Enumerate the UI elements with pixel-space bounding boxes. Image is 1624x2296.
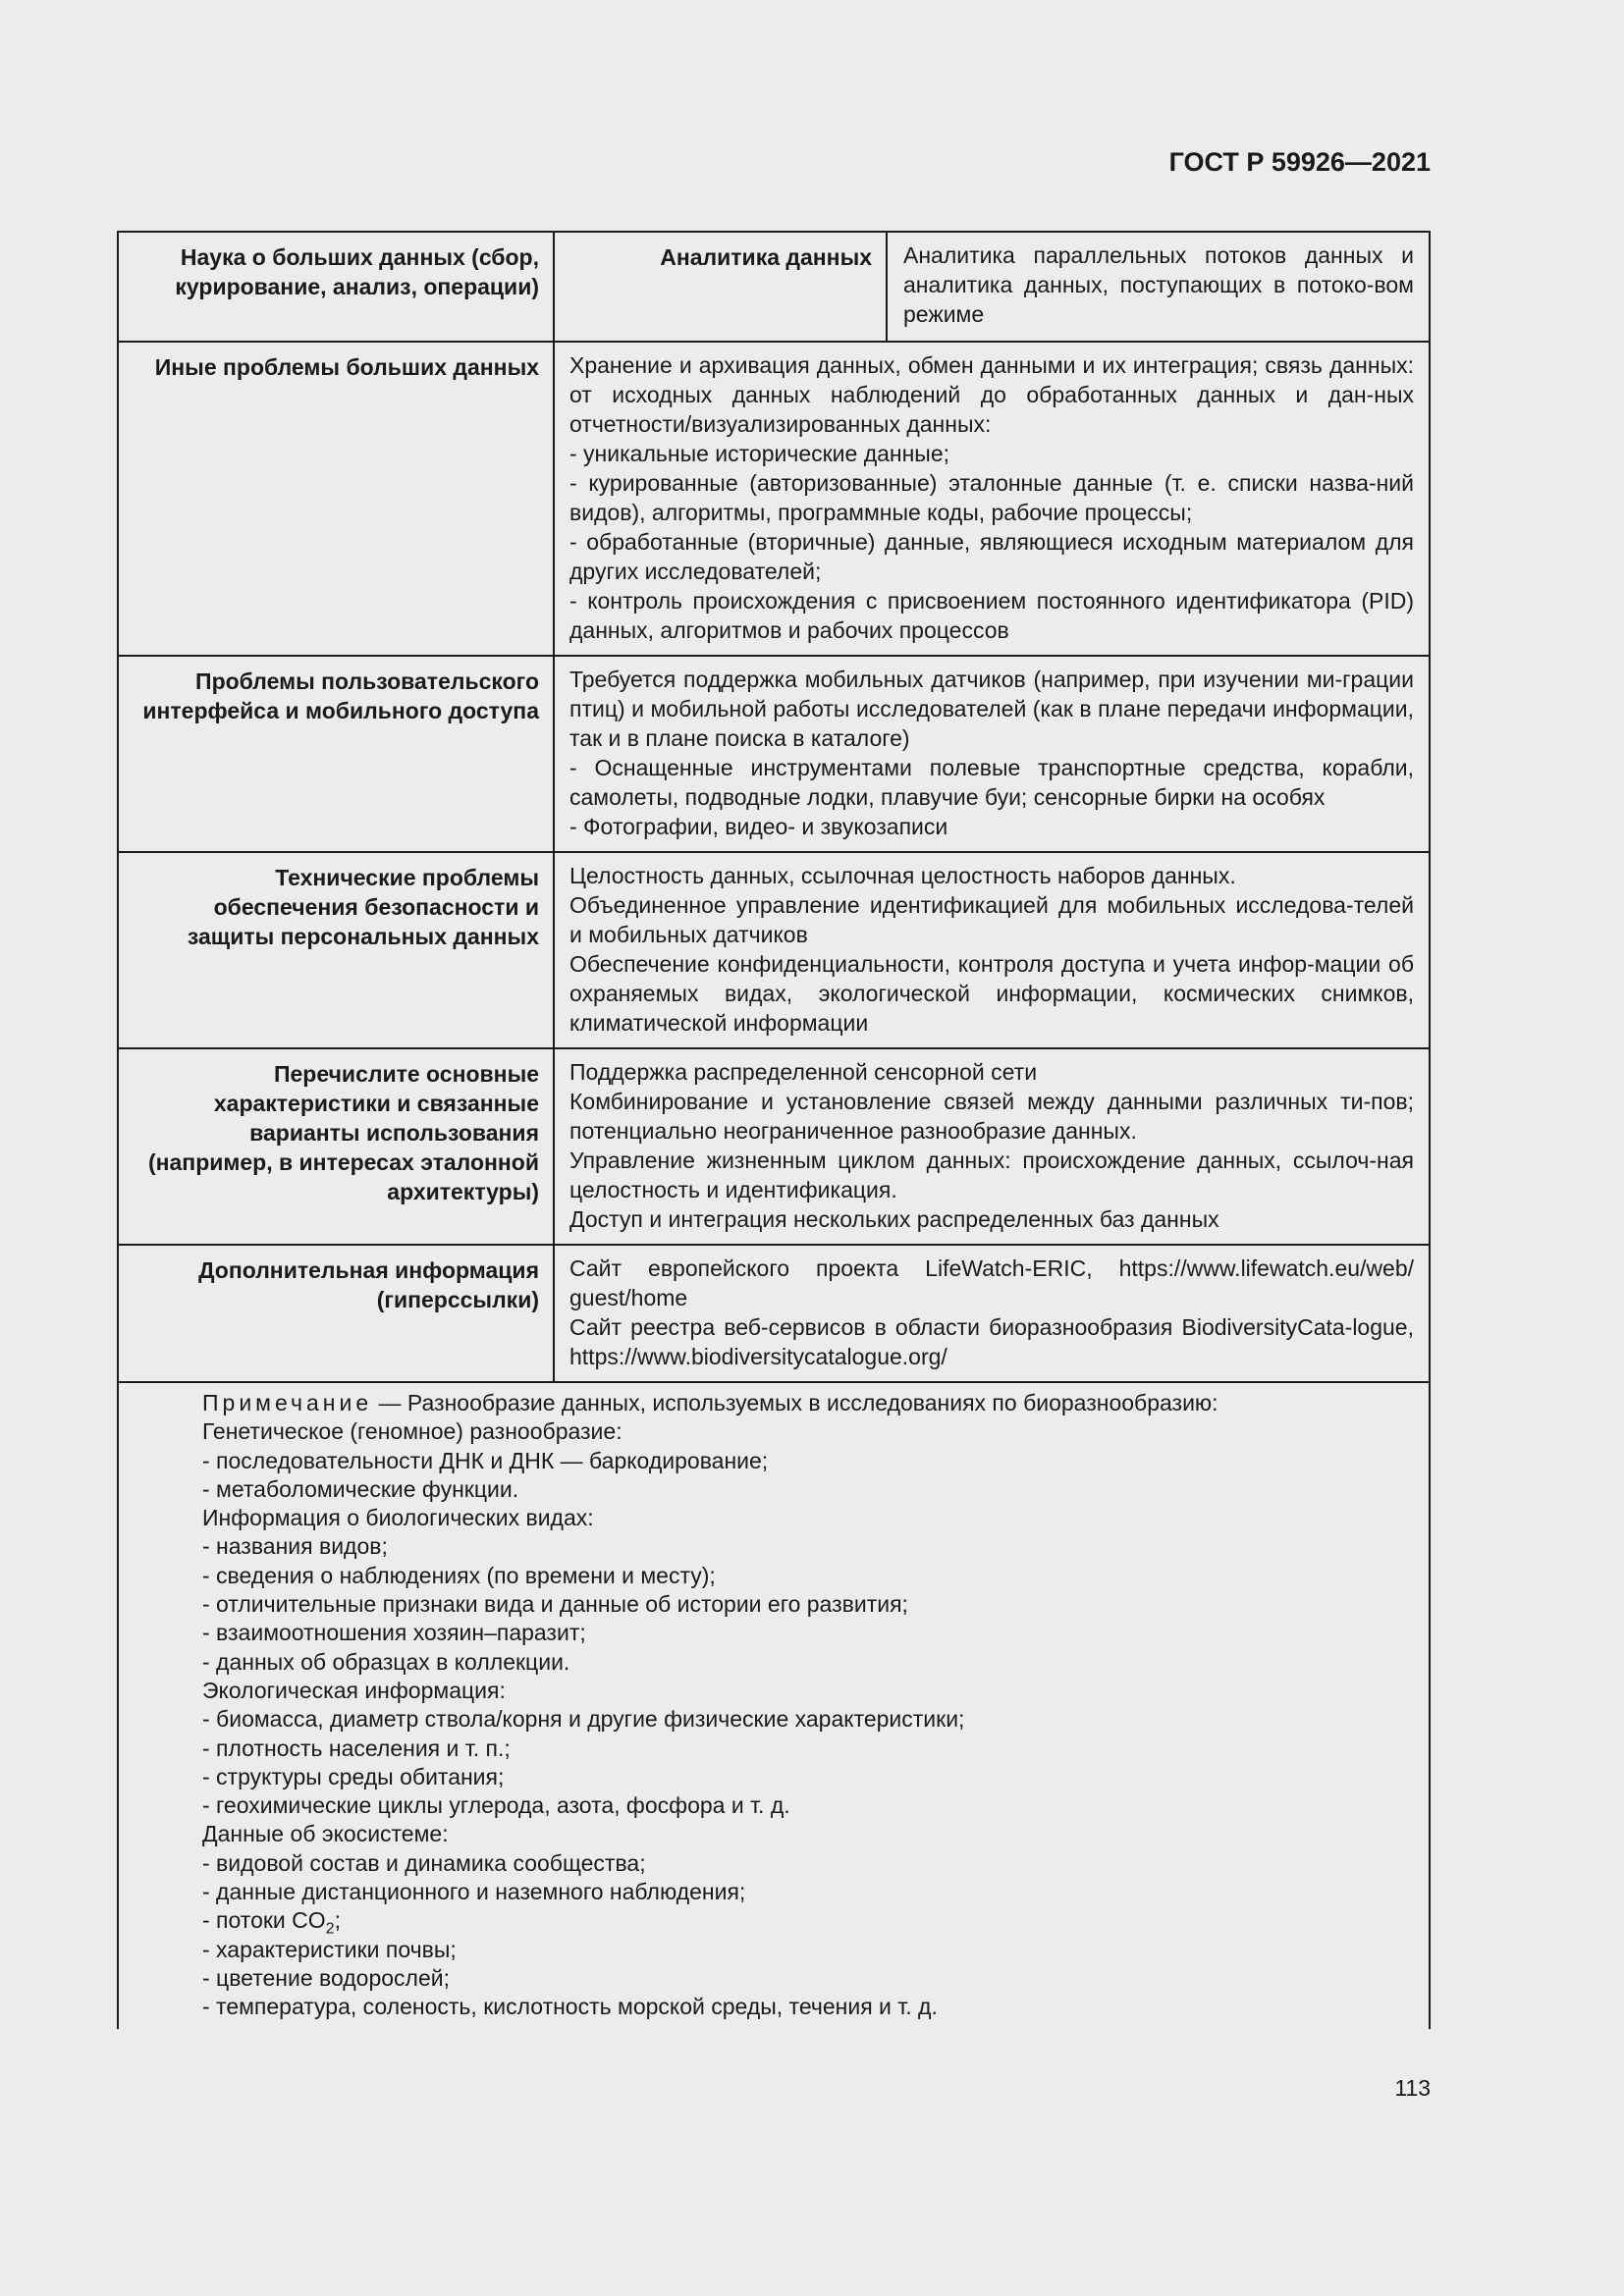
note-intro: — Разнообразие данных, используемых в исследованиях по биоразнообразию:: [372, 1390, 1218, 1415]
row-content: [555, 853, 1429, 1047]
content-line: Поддержка распределенной сенсорной сети: [569, 1059, 1038, 1085]
row-content: [555, 1246, 1429, 1381]
table-note: [119, 1381, 1429, 2029]
content-line: - Оснащенные инструментами полевые транспортные средства, корабли, самолеты, подводные лодки, плавучие буи; сенсорные бирки на особях: [569, 755, 1414, 810]
row-content: [555, 343, 1429, 655]
note-line: - отличительные признаки вида и данные об истории его развития;: [202, 1591, 908, 1618]
note-line: - сведения о наблюдениях (по времени и месту);: [202, 1562, 716, 1588]
content-line: Доступ и интеграция нескольких распределенных баз данных: [569, 1206, 1219, 1232]
content-line: Требуется поддержка мобильных датчиков (например, при изучении ми-грации птиц) и мобильной работы исследователей (как в плане передачи информации, так и в плане поиска в каталоге): [569, 667, 1414, 751]
co2-prefix: - потоки CO: [202, 1907, 326, 1934]
table-row: [119, 233, 1429, 343]
note-line: - названия видов;: [202, 1533, 388, 1560]
content-line: Сайт европейского проекта LifeWatch-ERIC, https://www.lifewatch.eu/web/ guest/home: [569, 1255, 1414, 1310]
note-line: Генетическое (геномное) разнообразие:: [202, 1418, 623, 1445]
note-line: Экологическая информация:: [202, 1677, 506, 1703]
note-line: - характеристики почвы;: [202, 1936, 457, 1962]
document-code: ГОСТ Р 59926—2021: [1168, 147, 1431, 177]
content-line: Обеспечение конфиденциальности, контроля доступа и учета инфор-мации об охраняемых видах, экологической информации, космических снимков, климатической информации: [569, 951, 1414, 1036]
note-line: - геохимические циклы углерода, азота, фосфора и т. д.: [202, 1792, 790, 1819]
row-content: Аналитика параллельных потоков данных и аналитика данных, поступающих в потоко-вом режиме: [903, 242, 1414, 327]
content-line: - Фотографии, видео- и звукозаписи: [569, 814, 948, 839]
note-line: Данные об экосистеме:: [202, 1821, 449, 1847]
content-line: - уникальные исторические данные;: [569, 441, 950, 466]
note-line: - данные дистанционного и наземного наблюдения;: [202, 1879, 746, 1905]
content-line: - курированные (авторизованные) эталонные данные (т. е. списки назва-ний видов), алгоритмы, программные коды, рабочие процессы;: [569, 470, 1414, 525]
row-heading: Перечислите основные характеристики и связанные варианты использования (например, в интересах эталонной архитектуры): [119, 1049, 555, 1244]
content-line: Целостность данных, ссылочная целостность наборов данных.: [569, 863, 1236, 888]
row-heading: Дополнительная информация (гиперссылки): [119, 1246, 555, 1381]
note-line: - метаболомические функции.: [202, 1475, 519, 1502]
row-content: [555, 657, 1429, 851]
content-line: Управление жизненным циклом данных: происхождение данных, ссылоч-ная целостность и идентификация.: [569, 1148, 1414, 1202]
note-line: - взаимоотношения хозяин–паразит;: [202, 1620, 586, 1646]
content-line: - контроль происхождения с присвоением постоянного идентификатора (PID) данных, алгоритмов и рабочих процессов: [569, 588, 1414, 643]
row-heading: Технические проблемы обеспечения безопасности и защиты персональных данных: [119, 853, 555, 1047]
note-line: - биомасса, диаметр ствола/корня и другие физические характеристики;: [202, 1706, 965, 1733]
note-intro-line: [202, 1389, 1409, 1417]
note-line: Информация о биологических видах:: [202, 1505, 594, 1531]
note-line: - температура, соленость, кислотность морской среды, течения и т. д.: [202, 1994, 938, 2020]
note-line-co2: [202, 1906, 1409, 1938]
note-label: Примечание: [202, 1390, 373, 1415]
table-row: [119, 343, 1429, 657]
content-line: Комбинирование и установление связей между данными различных ти-пов; потенциально неограниченное разнообразие данных.: [569, 1089, 1414, 1144]
subheading-cell: Аналитика данных: [555, 233, 888, 341]
row-content: [555, 1049, 1429, 1244]
note-line: - видовой состав и динамика сообщества;: [202, 1849, 646, 1876]
content-line: - обработанные (вторичные) данные, являющиеся исходным материалом для других исследователей;: [569, 529, 1414, 584]
content-line: Хранение и архивация данных, обмен данными и их интеграция; связь данных: от исходных данных наблюдений до обработанных данных и дан-ных отчетности/визуализированных данных:: [569, 352, 1414, 437]
note-line: - последовательности ДНК и ДНК — баркодирование;: [202, 1447, 769, 1473]
content-line: Сайт реестра веб-сервисов в области биоразнообразия BiodiversityCata-logue, https://www.biodiversitycatalogue.org/: [569, 1314, 1414, 1369]
note-line: - данных об образцах в коллекции.: [202, 1648, 570, 1675]
table-row: [119, 657, 1429, 853]
note-line: - структуры среды обитания;: [202, 1763, 505, 1789]
requirements-table: [117, 231, 1431, 2029]
page-number: 113: [1394, 2075, 1431, 2101]
row-heading: Проблемы пользовательского интерфейса и мобильного доступа: [119, 657, 555, 851]
table-row: [119, 1246, 1429, 1383]
content-line: Объединенное управление идентификацией для мобильных исследова-телей и мобильных датчиков: [569, 892, 1414, 947]
co2-subscript: 2: [325, 1920, 335, 1938]
row-heading: Иные проблемы больших данных: [119, 343, 555, 655]
table-row: [119, 1049, 1429, 1246]
co2-suffix: ;: [334, 1907, 341, 1934]
note-line: - цветение водорослей;: [202, 1964, 451, 1991]
note-line: - плотность населения и т. п.;: [202, 1735, 511, 1761]
table-row: [119, 853, 1429, 1049]
row-heading: Наука о больших данных (сбор, курирование, анализ, операции): [119, 233, 555, 341]
